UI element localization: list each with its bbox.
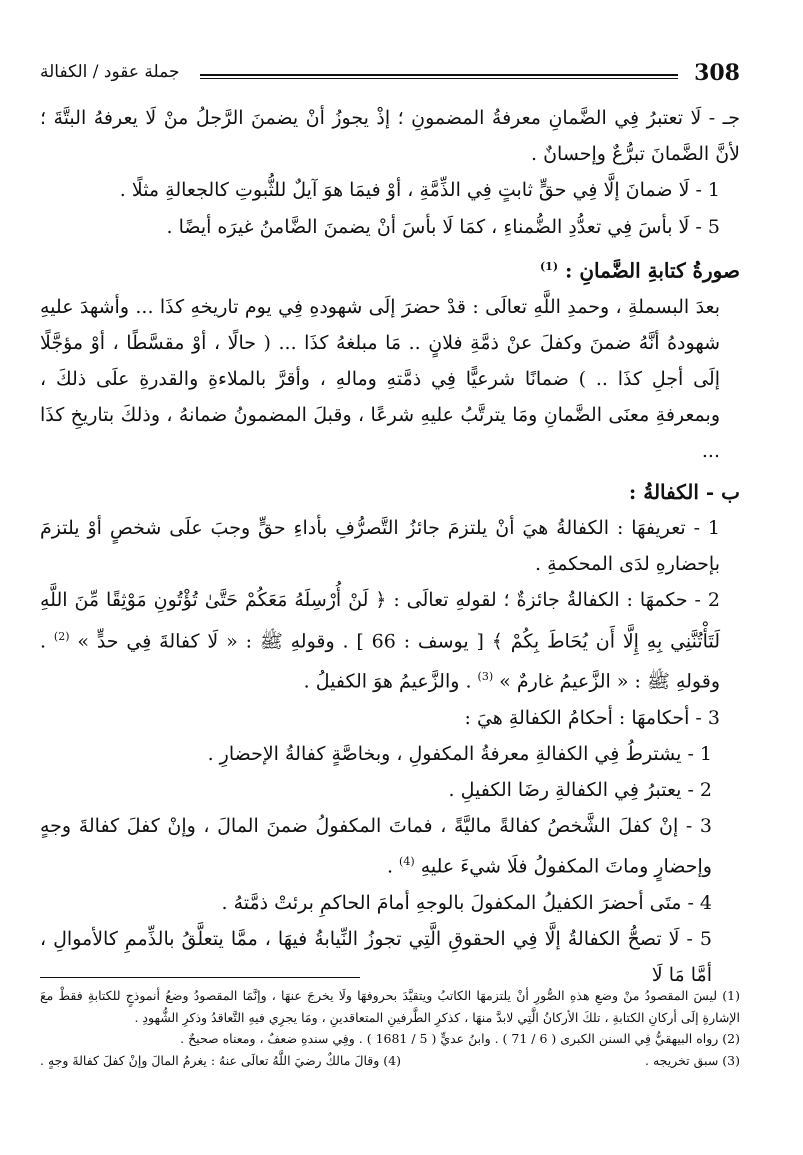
list-item — [40, 808, 740, 885]
heading-text: صورةُ كتابةِ الضَّمانِ : — [565, 258, 740, 283]
paragraph-text: . والزَّعيمُ هوَ الكفيلُ . — [303, 670, 472, 693]
list-item: 1 - يشترطُ فِي الكفالةِ معرفةُ المكفولِ ، وبخاصَّةٍ كفالةُ الإحضارِ . — [207, 742, 712, 765]
paragraph: 3 - أحكامهَا : أحكامُ الكفالةِ هيَ : — [464, 706, 720, 729]
paragraph: 1 - تعريفهَا : الكفالةُ هيَ أنْ يلتزمَ جائزُ التَّصرُّفِ بأداءِ حقٍّ وجبَ علَى شخصٍ أوْ يلتزمَ بإحضارهِ لدَى المحكمةِ . — [40, 516, 720, 576]
footnote: (2) رواه البيهقيُّ فِي السنن الكبرى ( 6 / 71 ) . وابنُ عديٍّ ( 5 / 1681 ) . وفِي سندهِ ضعفٌ ، ومعناه صحيحٌ . — [180, 1031, 740, 1046]
paragraph: جـ - لَا تعتبرُ فِي الضَّمانِ معرفةُ المضمونِ ؛ إذْ يجوزُ أنْ يضمنَ الرَّجلُ منْ لَا يعرفهُ البتَّةَ ؛ لأنَّ الضَّمانَ تبرُّعٌ وإحسانٌ . — [40, 107, 740, 166]
footnote-ref[interactable]: (1) — [539, 259, 559, 273]
paragraph-text: 2 - حكمهَا : الكفالةُ جائزةٌ ؛ لقولهِ تعالَى : ﴿ لَنْ أُرْسِلَهُ مَعَكُمْ حَتَّىٰ تُؤْتُونِ مَوْثِقًا مِّنَ اللَّهِ لَتَأْتُنَّنِي بِهِ إِلَّا أَن يُحَاطَ بِكُمْ ﴾ [ يوسف : 66 ] . وقولهِ ﷺ : « لَا كفالةَ فِي حدٍّ » — [40, 589, 720, 652]
footnote-ref[interactable]: (2) — [53, 629, 70, 643]
paragraph: 1 - لَا ضمانَ إلَّا فِي حقٍّ ثابتٍ فِي الذِّمَّةِ ، أوْ فيمَا هوَ آيلٌ للثُّبوتِ كالجعالةِ مثلًا . — [119, 179, 720, 202]
paragraph: بعدَ البسملةِ ، وحمدِ اللَّهِ تعالَى : قدْ حضرَ إلَى شهودهِ فِي يوم تاريخهِ كذَا ... وأشهدَ عليهِ شهودهُ أنَّهُ ضمنَ وكفلَ عنْ ذمَّةِ فلانٍ .. مَا مبلغهُ كذَا ... ( حالًا ، أوْ مقسَّطًا ، أوْ مؤجَّلًا إلَى أجلِ كذَا .. ) ضمانًا شرعيًّا فِي ذمَّتهِ ومالهِ ، وأقرَّ بالملاءةِ والقدرةِ علَى ذلكَ ، وبمعرفةِ معنَى الضَّمانِ ومَا يترتَّبُ عليهِ شرعًا ، وقبلَ المضمونُ ضمانهُ ، وذلكَ بتاريخِ كذَا ... — [40, 295, 720, 463]
footnote-ref[interactable]: (3) — [477, 670, 494, 684]
paragraph: 5 - لَا بأسَ فِي تعدُّدِ الضُّمناءِ ، كمَا لَا بأسَ أنْ يضمنَ الضَّامنُ غيرَه أيضًا . — [166, 215, 720, 238]
footnote-row — [40, 1050, 740, 1072]
section-heading — [40, 249, 740, 289]
running-title: جملة عقود / الكفالة — [40, 62, 180, 82]
footnote: (3) سبق تخريجه . — [645, 1052, 740, 1068]
footnotes — [40, 985, 740, 1071]
paragraph-text: . — [386, 855, 393, 878]
footnote-ref[interactable]: (4) — [399, 855, 415, 869]
paragraph — [40, 582, 740, 699]
paragraph-text: 3 - إنْ كفلَ الشَّخصُ كفالةً ماليَّةً ، فماتَ المكفولُ ضمنَ المالَ ، وإنْ كفلَ كفالةَ وجهٍ وإحضارٍ وماتَ المكفولُ فلَا شيءَ عليهِ — [40, 815, 712, 878]
footnote: (1) ليسَ المقصودُ منْ وضعِ هذهِ الصُّورِ أنْ يلتزمهَا الكاتبُ ويتقيَّدَ بحروفهَا ولَا يخرجَ عنهَا ، وإنَّمَا المقصودُ وضعُ أنموذجٍ للكتابةِ فقطْ معَ الإشارةِ إلَى أركانِ الكتابةِ ، تلكَ الأركانُ الَّتِي لابدَّ منهَا ، كذكرِ الطَّرفينِ المتعاقدينِ ، ومَا يجرِي فيهِ التَّعاقدُ وذكرِ الشُّهودِ . — [40, 988, 740, 1025]
footnote: (4) وقالَ مالكٌ رضيَ اللَّهُ تعالَى عنهُ : يغرمُ المالَ وإنْ كفلَ كفالةَ وجهٍ . — [40, 1052, 401, 1068]
section-heading: ب - الكفالةُ : — [628, 479, 740, 504]
footnote-separator — [40, 977, 360, 978]
header-rule-thin — [200, 78, 678, 79]
page-header — [40, 58, 740, 92]
list-item: 4 - متَى أحضرَ الكفيلُ المكفولَ بالوجهِ أمامَ الحاكمِ برئتْ ذمَّتهُ . — [221, 891, 712, 914]
main-text — [40, 100, 740, 994]
page-number: 308 — [694, 60, 740, 86]
list-item: 5 - لَا تصحُّ الكفالةُ إلَّا فِي الحقوقِ الَّتِي تجوزُ النِّيابةُ فيهَا ، ممَّا يتعلَّقُ بالذِّممِ كالأموالِ ، أمَّا مَا لَا — [40, 928, 712, 987]
list-item: 2 - يعتبرُ فِي الكفالةِ رضَا الكفيلِ . — [448, 778, 712, 801]
header-rule — [200, 74, 678, 76]
paragraph-text: . وقولهِ ﷺ : « الزَّعيمُ غارمٌ » — [40, 629, 720, 693]
